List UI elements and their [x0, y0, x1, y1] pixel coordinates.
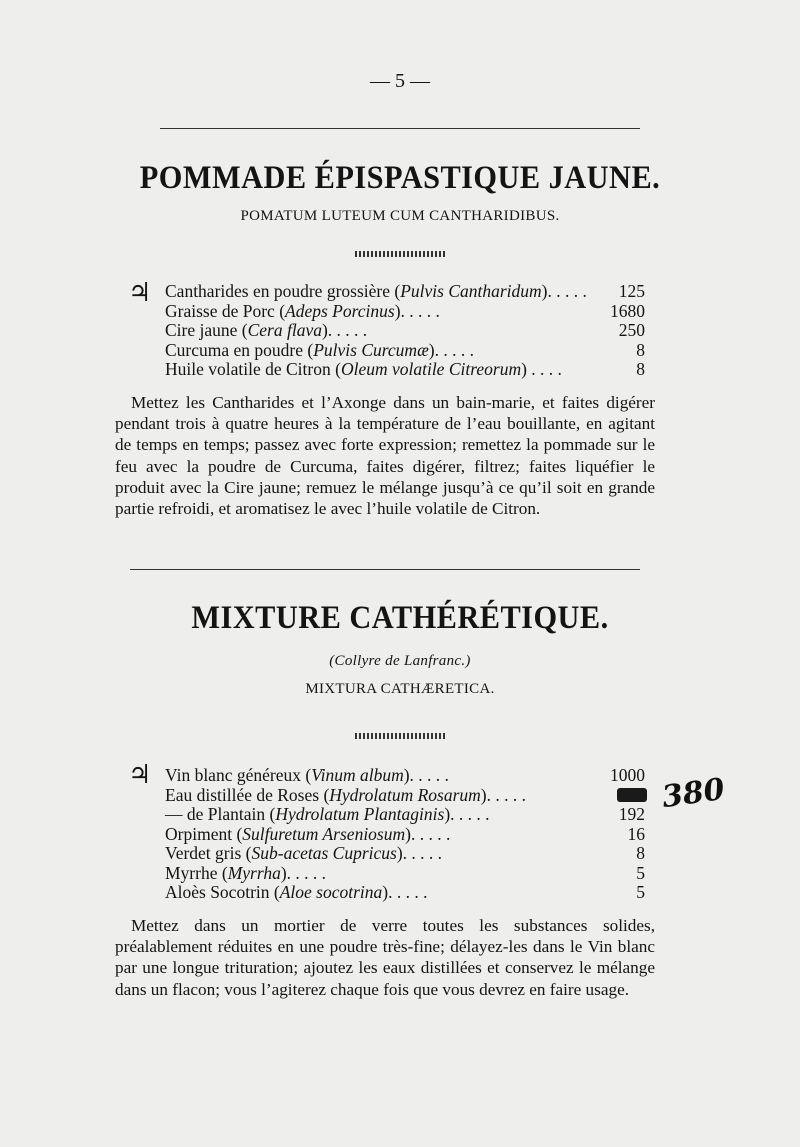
ingredient-name-latin: Sub-acetas Cupricus — [251, 843, 397, 863]
ingredient-quantity: 1000 — [604, 765, 645, 786]
ingredient-name — [165, 843, 442, 864]
ingredient-name-end: ). . . . . — [280, 862, 327, 883]
section1-title: POMMADE ÉPISPASTIQUE JAUNE. — [139, 160, 661, 196]
ingredient-name — [165, 765, 449, 786]
ingredient-name — [165, 804, 490, 825]
section1-recipe-symbol: ♃ — [128, 278, 152, 307]
ingredient-name — [165, 301, 440, 322]
ingredient-name-latin: Adeps Porcinus — [285, 300, 395, 321]
handwritten-correction: 380 — [659, 771, 727, 816]
ingredient-name-latin: Oleum volatile Citreorum — [340, 359, 522, 379]
section-divider — [130, 569, 640, 570]
section2-instructions: Mettez dans un mortier de verre toutes les substances solides, préalablement réduites en une poudre très-fine; délayez-les dans le Vin blanc par une longue trituration; ajoutez les eaux distillées et conservez le mélange dans un flacon; vous l’agiterez chaque fois que vous devrez en faire usage. — [115, 916, 655, 999]
ingredient-row — [165, 320, 645, 341]
ingredient-quantity: 5 — [630, 863, 645, 884]
ingredient-name — [165, 863, 326, 884]
ingredient-quantity: 16 — [622, 824, 646, 845]
ingredient-name-latin: Pulvis Curcumæ — [313, 339, 429, 360]
ingredient-row — [165, 843, 645, 864]
ingredient-name-fr: Aloès Socotrin ( — [165, 882, 280, 902]
ingredient-name-fr: Eau distillée de Roses ( — [165, 784, 330, 805]
section2-recipe-symbol: ♃ — [128, 760, 152, 789]
ingredient-name-fr: Verdet gris ( — [165, 843, 252, 863]
ingredient-name-latin: Hydrolatum Rosarum — [329, 784, 481, 805]
ingredient-name-fr: Vin blanc généreux ( — [165, 765, 312, 785]
ingredient-name — [165, 882, 427, 903]
ingredient-name — [165, 320, 367, 341]
ingredient-row — [165, 281, 645, 302]
ingredient-quantity: 192 — [613, 804, 645, 825]
ingredient-name-fr: Huile volatile de Citron ( — [165, 359, 341, 379]
ingredient-name-fr: — de Plantain ( — [165, 804, 276, 824]
ingredient-name-latin: Myrrha — [227, 862, 281, 883]
ingredient-name-fr: Orpiment ( — [165, 823, 243, 844]
ingredient-row — [165, 765, 645, 786]
ingredient-name-end: ). . . . . — [405, 823, 451, 844]
ingredient-row — [165, 882, 645, 903]
ingredient-name-end: ). . . . . — [321, 320, 368, 340]
ingredient-name-latin: Hydrolatum Plantaginis — [275, 804, 445, 824]
ingredient-quantity: 125 — [613, 281, 645, 302]
ingredient-row — [165, 340, 645, 361]
ingredient-name-end: ) . . . . — [521, 359, 562, 379]
ingredient-name-latin: Pulvis Cantharidum — [400, 281, 542, 301]
ingredient-name-end: ). . . . . — [428, 339, 474, 360]
ingredient-name — [165, 785, 526, 806]
ingredient-name — [165, 281, 587, 302]
ingredient-name-latin: Sulfuretum Arseniosum — [242, 823, 406, 844]
ingredient-name-latin: Aloe socotrina — [279, 882, 383, 902]
ingredient-row — [165, 359, 645, 380]
ingredient-row — [165, 804, 645, 825]
ingredient-name-end: ). . . . . — [382, 882, 428, 902]
ingredient-name-end: ). . . . . — [541, 281, 587, 301]
ingredient-row — [165, 863, 645, 884]
ingredient-name-end: ). . . . . — [394, 300, 440, 321]
ingredient-name — [165, 824, 450, 845]
ingredient-name — [165, 340, 474, 361]
page-number: — 5 — — [370, 70, 430, 92]
ingredient-quantity: 8 — [630, 843, 645, 864]
section1-instructions: Mettez les Cantharides et l’Axonge dans un bain-marie, et faites digérer pendant trois à quatre heures à la température de l’eau bouillante, en agitant de temps en temps; passez avec forte expression; remettez la pommade sur le feu avec la poudre de Curcuma, faites digérer, filtrez; faites liquéfier le produit avec la Cire jaune; remuez le mélange jusqu’à ce qu’il soit en grande partie refroidi, et aromatisez le avec l’huile volatile de Citron. — [115, 393, 655, 519]
section2-ornament — [355, 733, 445, 739]
section2-latin-name: MIXTURA CATHÆRETICA. — [305, 681, 495, 697]
ingredient-row — [165, 824, 645, 845]
section2-alt-name: (Collyre de Lanfranc.) — [329, 653, 471, 669]
ingredient-name-latin: Cera flava — [247, 320, 322, 340]
ingredient-name-fr: Graisse de Porc ( — [165, 300, 286, 321]
ingredient-name-fr: Cire jaune ( — [165, 320, 248, 340]
ingredient-name-end: ). . . . . — [403, 765, 449, 785]
section1-latin-name: POMATUM LUTEUM CUM CANTHARIDIBUS. — [240, 208, 560, 224]
ink-blot — [617, 788, 647, 802]
ingredient-quantity: 8 — [630, 340, 645, 361]
ingredient-name-end: ). . . . . — [444, 804, 490, 824]
ingredient-quantity: 8 — [630, 359, 645, 380]
ingredient-name-fr: Myrrhe ( — [165, 862, 228, 883]
ingredient-name-fr: Cantharides en poudre grossière ( — [165, 281, 401, 301]
ingredient-name — [165, 359, 562, 380]
ingredient-quantity: 250 — [613, 320, 645, 341]
ingredient-quantity: 5 — [630, 882, 645, 903]
ingredient-quantity: 1680 — [604, 301, 645, 322]
section2-title: MIXTURE CATHÉRÉTIQUE. — [191, 600, 609, 636]
ingredient-row — [165, 301, 645, 322]
ingredient-name-latin: Vinum album — [311, 765, 404, 785]
ingredient-name-end: ). . . . . — [396, 843, 443, 863]
ingredient-name-fr: Curcuma en poudre ( — [165, 339, 314, 360]
header-rule — [160, 128, 640, 129]
ingredient-row — [165, 785, 645, 806]
section1-ornament — [355, 251, 445, 257]
ingredient-name-end: ). . . . . — [480, 784, 526, 805]
